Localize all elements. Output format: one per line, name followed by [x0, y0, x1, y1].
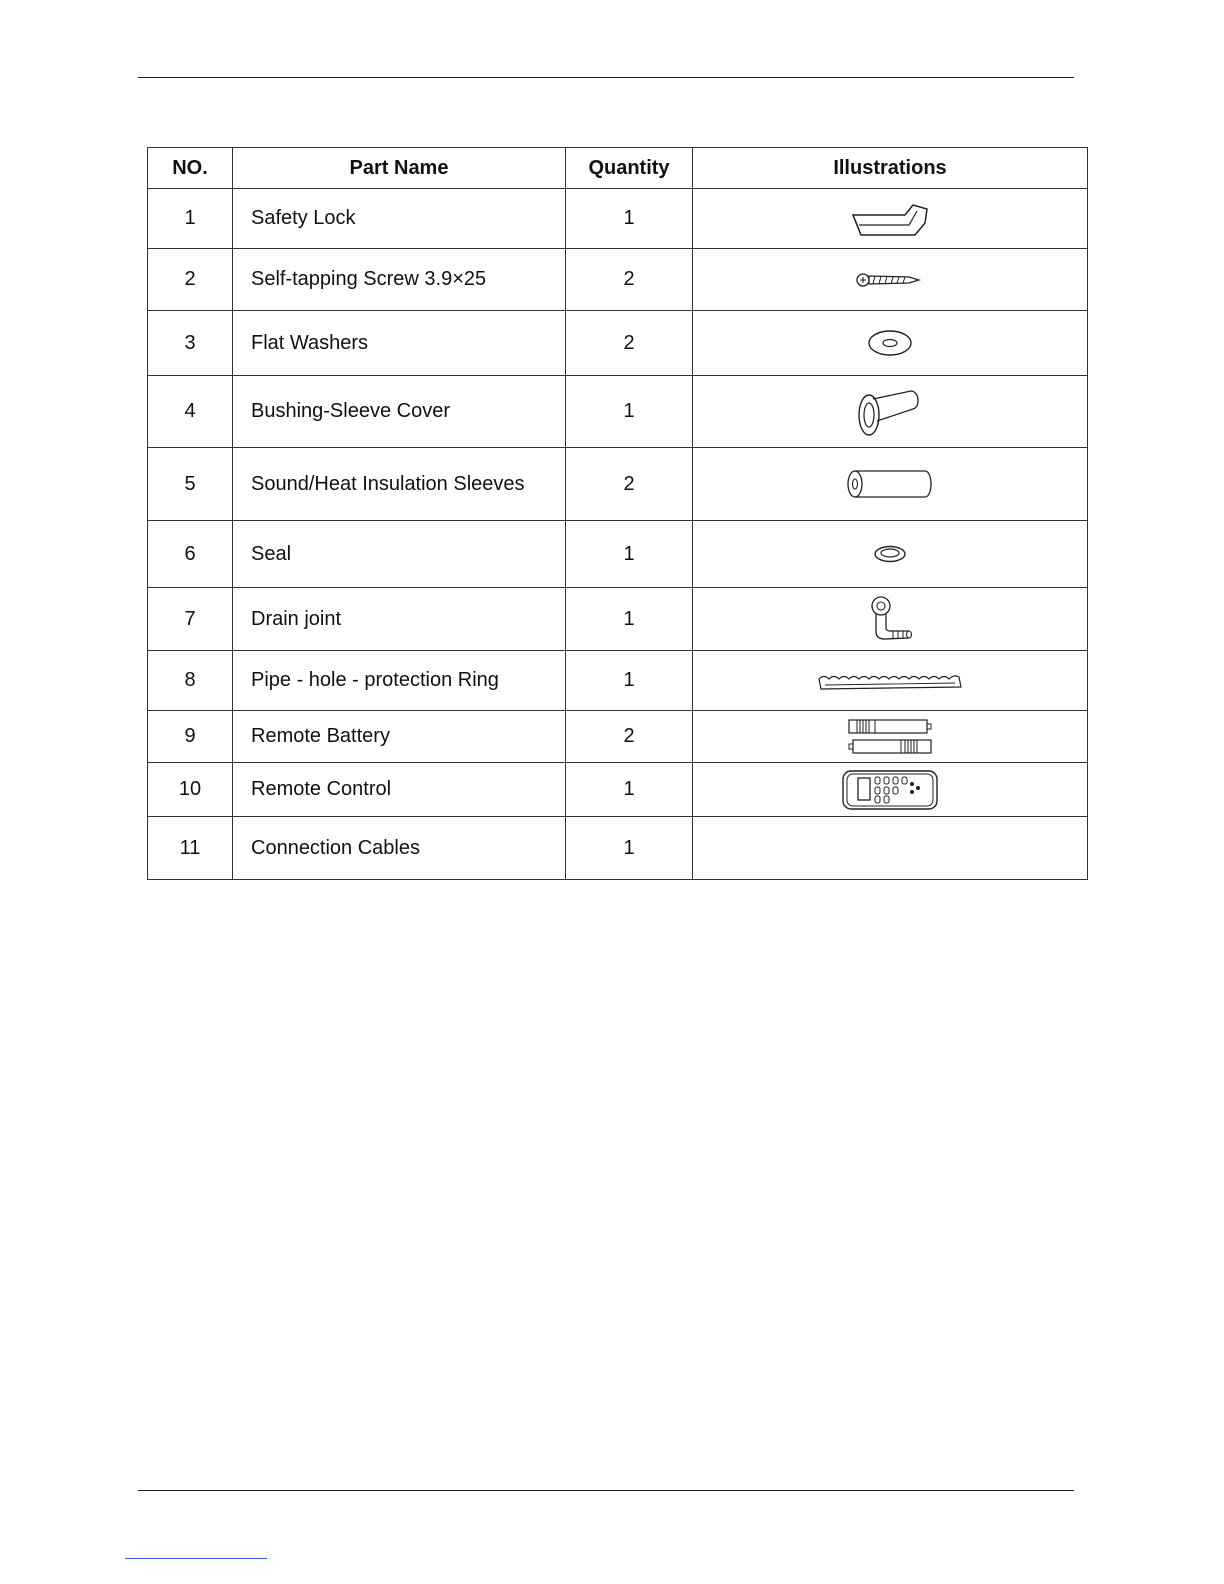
- table-row: [148, 189, 1088, 249]
- row-quantity: 1: [566, 588, 693, 651]
- insulation-sleeve-icon: [845, 467, 935, 501]
- illustration-cell: [693, 189, 1088, 249]
- battery-icon: [845, 717, 935, 757]
- illustration-cell: [693, 651, 1088, 711]
- table-row: [148, 817, 1088, 880]
- illustration-cell: [693, 311, 1088, 376]
- header-illustrations: Illustrations: [693, 148, 1088, 189]
- illustration-cell: [693, 588, 1088, 651]
- row-part-name: Seal: [233, 521, 566, 588]
- header-part-name: Part Name: [233, 148, 566, 189]
- illustration-cell: [693, 249, 1088, 311]
- row-part-name: Connection Cables: [233, 817, 566, 880]
- row-no: 9: [148, 711, 233, 763]
- row-part-name: Flat Washers: [233, 311, 566, 376]
- illustration-cell: [693, 711, 1088, 763]
- header-quantity: Quantity: [566, 148, 693, 189]
- table-row: [148, 588, 1088, 651]
- table-row: [148, 376, 1088, 448]
- header-no: NO.: [148, 148, 233, 189]
- bushing-sleeve-icon: [855, 385, 925, 439]
- drain-joint-icon: [865, 594, 915, 644]
- row-no: 5: [148, 448, 233, 521]
- illustration-cell-empty: [693, 817, 1088, 880]
- illustration-cell: [693, 376, 1088, 448]
- table-row: [148, 311, 1088, 376]
- row-no: 8: [148, 651, 233, 711]
- row-quantity: 1: [566, 651, 693, 711]
- illustration-cell: [693, 521, 1088, 588]
- header-rule: [138, 77, 1074, 78]
- row-no: 2: [148, 249, 233, 311]
- row-no: 11: [148, 817, 233, 880]
- row-part-name: Remote Control: [233, 763, 566, 817]
- row-quantity: 1: [566, 763, 693, 817]
- protection-ring-icon: [815, 669, 965, 693]
- row-quantity: 2: [566, 311, 693, 376]
- row-quantity: 1: [566, 376, 693, 448]
- table-row: [148, 763, 1088, 817]
- row-part-name: Remote Battery: [233, 711, 566, 763]
- row-part-name: Self-tapping Screw 3.9×25: [233, 249, 566, 311]
- remote-control-icon: [840, 768, 940, 812]
- row-no: 1: [148, 189, 233, 249]
- table-row: [148, 651, 1088, 711]
- row-no: 6: [148, 521, 233, 588]
- illustration-cell: [693, 763, 1088, 817]
- washer-icon: [865, 328, 915, 358]
- safety-lock-icon: [845, 197, 935, 241]
- row-no: 3: [148, 311, 233, 376]
- row-no: 10: [148, 763, 233, 817]
- seal-icon: [872, 543, 908, 565]
- row-quantity: 2: [566, 711, 693, 763]
- row-quantity: 2: [566, 249, 693, 311]
- row-quantity: 1: [566, 189, 693, 249]
- screw-icon: [855, 269, 925, 291]
- row-part-name: Drain joint: [233, 588, 566, 651]
- table-row: [148, 249, 1088, 311]
- row-part-name: Safety Lock: [233, 189, 566, 249]
- footer-rule: [138, 1490, 1074, 1491]
- row-quantity: 1: [566, 817, 693, 880]
- row-quantity: 1: [566, 521, 693, 588]
- row-part-name: Sound/Heat Insulation Sleeves: [233, 448, 566, 521]
- table-header-row: [148, 148, 1088, 189]
- table-row: [148, 711, 1088, 763]
- row-part-name: Pipe - hole - protection Ring: [233, 651, 566, 711]
- row-no: 4: [148, 376, 233, 448]
- row-part-name: Bushing-Sleeve Cover: [233, 376, 566, 448]
- table-row: [148, 521, 1088, 588]
- parts-table: [147, 147, 1088, 880]
- illustration-cell: [693, 448, 1088, 521]
- row-no: 7: [148, 588, 233, 651]
- row-quantity: 2: [566, 448, 693, 521]
- table-row: [148, 448, 1088, 521]
- footer-link-underline: [125, 1558, 267, 1559]
